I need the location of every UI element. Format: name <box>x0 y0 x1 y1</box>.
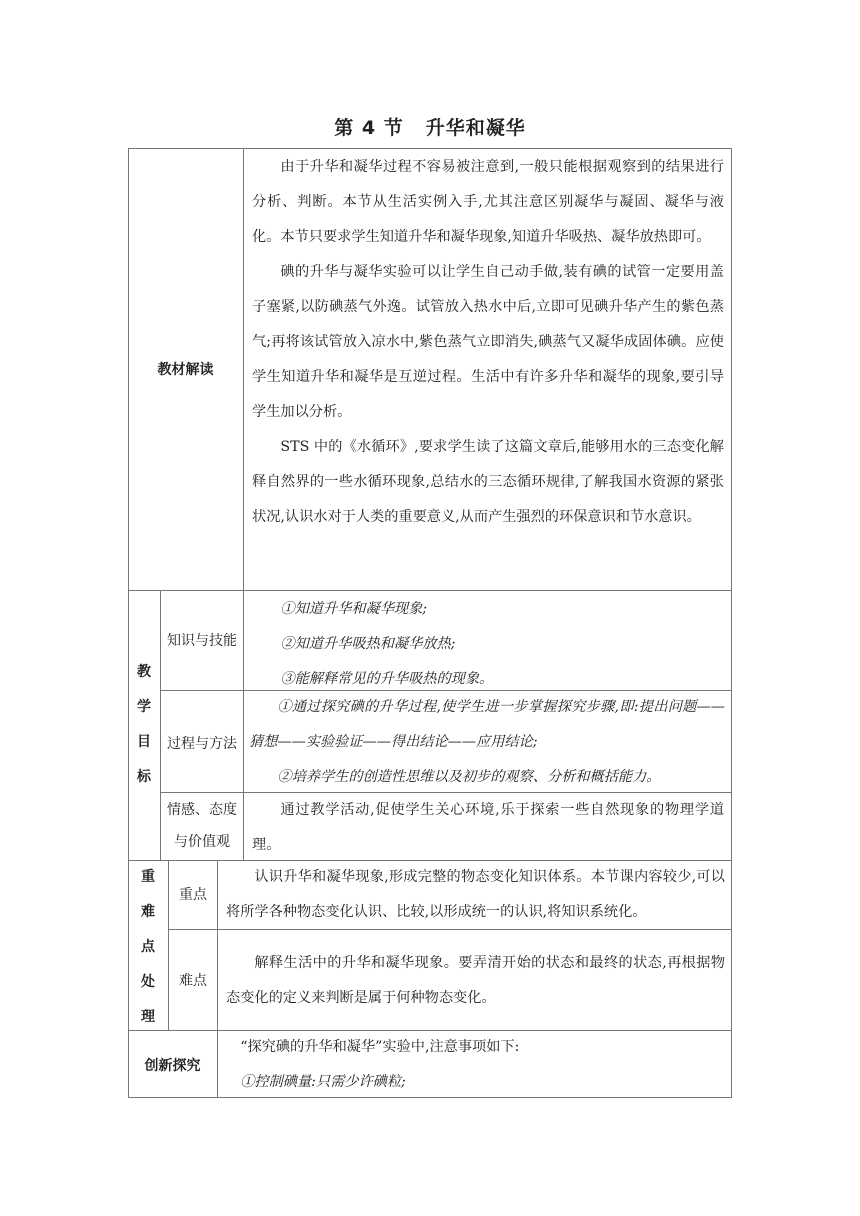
knowledge-item: ③能解释常见的升华吸热的现象。 <box>280 671 494 687</box>
difficulty-text: 解释生活中的升华和凝华现象。要弄清开始的状态和最终的状态,再根据物态变化的定义来判断是属于何种物态变化。 <box>226 955 725 1006</box>
focus-text: 认识升华和凝华现象,形成完整的物态变化知识体系。本节课内容较少,可以将所学各种物态变化认识、比较,以形成统一的认识,将知识系统化。 <box>226 869 725 920</box>
knowledge-label: 知识与技能 <box>167 633 237 649</box>
difficulty-content <box>226 946 725 1016</box>
textbook-label: 教材解读 <box>157 362 214 378</box>
textbook-paragraph: 由于升华和凝华过程不容易被注意到,一般只能根据观察到的结果进行分析、判断。本节从生活实例入手,尤其注意区别凝华与凝固、凝华与液化。本节只要求学生知道升华和凝华现象,知道升华吸热、凝华放热即可。 <box>252 159 724 245</box>
innovation-line: “探究碘的升华和凝华”实验中,注意事项如下: <box>240 1039 520 1055</box>
section-number: 第 4 节 <box>334 117 404 139</box>
emotion-text: 通过教学活动,促使学生关心环境,乐于探索一些自然现象的物理学道理。 <box>252 802 724 853</box>
textbook-paragraph: STS 中的《水循环》,要求学生读了这篇文章后,能够用水的三态变化解释自然界的一些水循环现象,总结水的三态循环规律,了解我国水资源的紧张状况,认识水对于人类的重要意义,从而产生强烈的环保意识和节水意识。 <box>252 439 724 525</box>
textbook-content <box>252 150 724 535</box>
innovation-content <box>226 1030 725 1100</box>
keypoints-label: 重 难 点 处 理 <box>141 869 155 1025</box>
process-item: ②培养学生的创造性思维以及初步的观察、分析和概括能力。 <box>277 769 661 785</box>
emotion-content <box>252 793 724 863</box>
knowledge-item: ②知道升华吸热和凝华放热; <box>280 636 456 652</box>
focus-content <box>226 860 725 930</box>
knowledge-item: ①知道升华和凝华现象; <box>280 601 428 617</box>
innovation-line: ①控制碘量:只需少许碘粒; <box>240 1074 406 1090</box>
textbook-paragraph: 碘的升华与凝华实验可以让学生自己动手做,装有碘的试管一定要用盖子塞紧,以防碘蒸气外逸。试管放入热水中后,立即可见碘升华产生的紫色蒸气;再将该试管放入凉水中,紫色蒸气立即消失,碘蒸气又凝华成固体碘。应使学生知道升华和凝华是互逆过程。生活中有许多升华和凝华的现象,要引导学生加以分析。 <box>252 264 724 420</box>
process-content <box>249 690 725 795</box>
knowledge-content <box>252 592 724 697</box>
difficulty-label: 难点 <box>179 973 207 989</box>
page-title <box>0 113 860 140</box>
emotion-label: 情感、态度 与价值观 <box>167 802 237 850</box>
focus-label: 重点 <box>179 887 207 903</box>
section-name: 升华和凝华 <box>425 117 526 139</box>
objectives-label: 教 学 目 标 <box>137 664 151 785</box>
process-item: ①通过探究碘的升华过程,使学生进一步掌握探究步骤,即:提出问题——猜想——实验验证——得出结论——应用结论; <box>249 699 725 750</box>
process-label: 过程与方法 <box>167 736 237 752</box>
innovation-label: 创新探究 <box>144 1058 201 1074</box>
